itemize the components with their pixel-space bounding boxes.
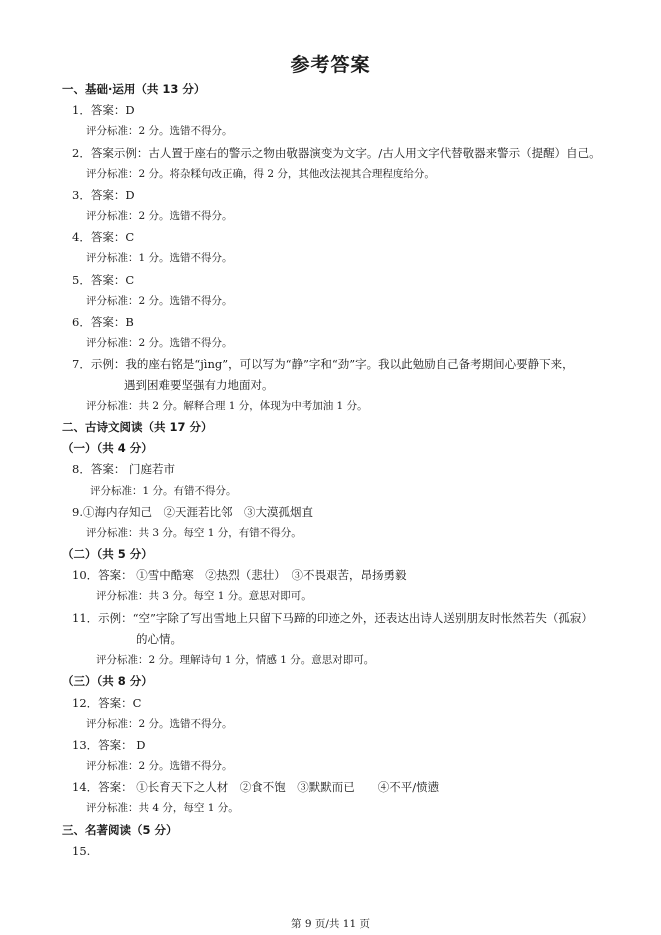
scoring-line: 评分标准：2 分。选错不得分。 [86, 210, 233, 222]
scoring-line: 评分标准：2 分。选错不得分。 [86, 125, 233, 137]
answer-line: 12．答案：C [72, 696, 142, 710]
answer-line-continued: 遇到困难要坚强有力地面对。 [124, 378, 274, 392]
scoring-line: 评分标准：共 4 分，每空 1 分。 [86, 802, 239, 814]
scoring-line: 评分标准：共 2 分。解释合理 1 分，体现为中考加油 1 分。 [86, 400, 368, 412]
answer-line: 7．示例：我的座右铭是“jìng”，可以写为“静”字和“劲”字。我以此勉励自己备考期间心要静下来， [72, 357, 574, 371]
answer-line: 4．答案：C [72, 230, 135, 244]
subsection-heading: （三）（共 8 分） [62, 674, 153, 688]
scoring-line: 评分标准：1 分。选错不得分。 [86, 252, 233, 264]
page-title: 参考答案 [290, 54, 371, 76]
answer-line: 3．答案：D [72, 188, 135, 202]
answer-line: 14．答案： ①长育天下之人材 ②食不饱 ③默默而已 ④不平/愤懑 [72, 780, 440, 794]
page-footer: 第 9 页/共 11 页 [291, 918, 370, 930]
scoring-line: 评分标准：2 分。选错不得分。 [86, 295, 233, 307]
scoring-line: 评分标准：2 分。理解诗句 1 分，情感 1 分。意思对即可。 [96, 654, 375, 666]
answer-line-continued: 的心情。 [136, 632, 182, 646]
answer-line: 10．答案： ①雪中酷寒 ②热烈（悲壮） ③不畏艰苦，昂扬勇毅 [72, 568, 407, 582]
answer-line: 15. [72, 844, 91, 858]
answer-line: 13．答案： D [72, 738, 146, 752]
subsection-heading: （二）（共 5 分） [62, 547, 153, 561]
scoring-line: 评分标准：2 分。选错不得分。 [86, 760, 233, 772]
answer-line: 9.①海内存知己 ②天涯若比邻 ③大漠孤烟直 [72, 505, 313, 519]
answer-line: 2．答案示例：古人置于座右的警示之物由敬器演变为文字。/古人用文字代替敬器来警示（提醒）自己。 [72, 146, 601, 160]
answer-line: 5．答案：C [72, 273, 135, 287]
scoring-line: 评分标准：2 分。将杂糅句改正确，得 2 分，其他改法视其合理程度给分。 [86, 168, 435, 180]
answer-line: 1．答案：D [72, 103, 135, 117]
section-heading: 二、古诗文阅读（共 17 分） [62, 420, 213, 434]
answer-line: 8．答案： 门庭若市 [72, 462, 175, 476]
scoring-line: 评分标准：共 3 分。每空 1 分，有错不得分。 [86, 527, 302, 539]
scoring-line: 评分标准：2 分。选错不得分。 [86, 337, 233, 349]
answer-line: 6．答案：B [72, 315, 134, 329]
scoring-line: 评分标准：2 分。选错不得分。 [86, 718, 233, 730]
scoring-line: 评分标准：共 3 分。每空 1 分。意思对即可。 [96, 590, 312, 602]
scoring-line: 评分标准：1 分。有错不得分。 [90, 485, 237, 497]
section-heading: 一、基础·运用（共 13 分） [62, 82, 206, 96]
subsection-heading: （一）（共 4 分） [62, 441, 153, 455]
section-heading: 三、名著阅读（5 分） [62, 823, 178, 837]
answer-line: 11．示例：“空”字除了写出雪地上只留下马蹄的印迹之外，还表达出诗人送别朋友时怅然若失（孤寂） [72, 611, 593, 625]
